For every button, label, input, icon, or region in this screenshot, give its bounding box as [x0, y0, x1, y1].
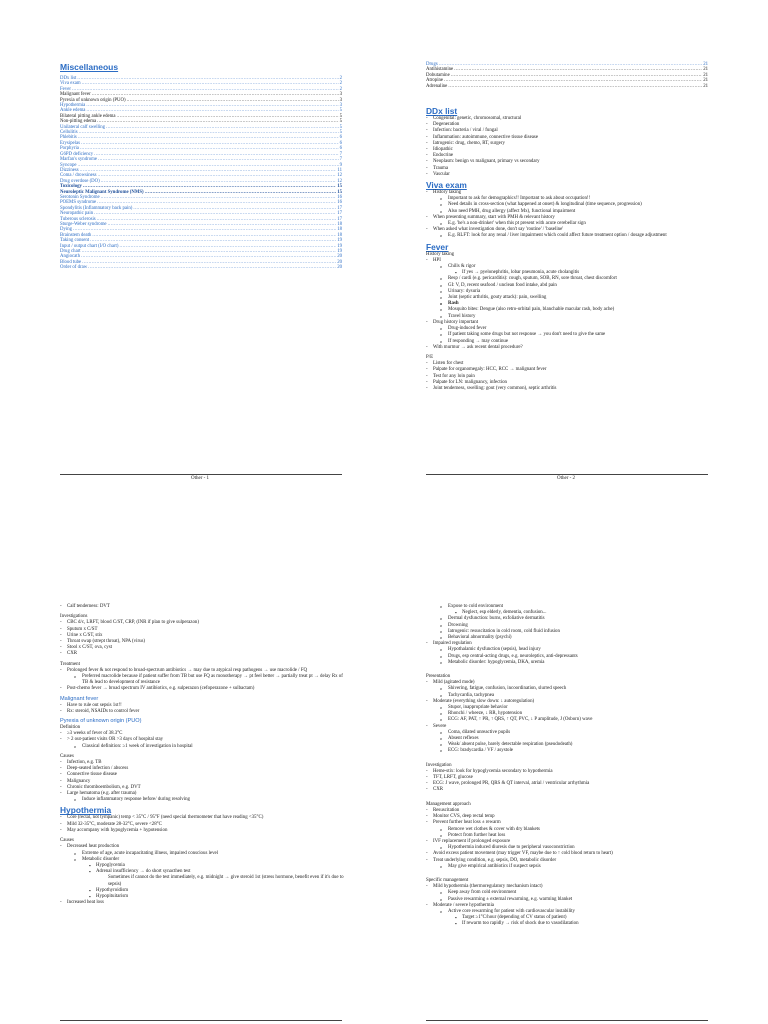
toc-entry-label: Pyrexia of unknown origin (PUO) [60, 97, 126, 103]
list-item: - When presenting summary, start with PMH & relevant history [426, 215, 716, 221]
list-item: - Resuscitation [426, 808, 716, 814]
list-item: - Mild (agitated mode) [426, 680, 716, 686]
toc-entry-label: Unilateral calf swelling [60, 124, 106, 130]
toc-entry-page-number: 19 [337, 238, 342, 244]
toc-entry-label: Neuropathic pain [60, 211, 94, 217]
list-item: - Idiopathic [426, 147, 716, 153]
table-of-contents-continued [426, 62, 708, 89]
list-item: o Resp / cardi (e.g. pericarditis): cough, sputum, SOB, RN, sore throat, chest discomfort [426, 276, 716, 282]
list-item: - History taking [426, 190, 716, 196]
toc-entry-label: Dobutamine [426, 72, 450, 78]
toc-entry-label: Porphyria [60, 146, 79, 152]
viva-list [426, 190, 716, 240]
toc-entry-page-number: 11 [337, 167, 342, 173]
toc-entry-page-number: 17 [337, 205, 342, 211]
list-item: o Mosquito bites: Dengue (also retro-orbital pain, blanchable macular rash, body ache) [426, 307, 716, 313]
list-item: - Test for any loin pain [426, 374, 716, 380]
subheading: Investigations [60, 614, 88, 620]
footer-divider [60, 474, 342, 475]
toc-entry-page-number: 5 [339, 130, 342, 136]
list-item: - Iatrogenic: drug, chemo, RT, surgery [426, 141, 716, 147]
list-item: - With murmur → ask recent dental procedure? [426, 345, 716, 351]
list-item: - Severe [426, 724, 716, 730]
list-item: - Prolonged fever & not respond to broad-spectrum antibiotics → may due to atypical resp pathogens → use macrolide / FQ [60, 668, 350, 674]
list-item: o Iatrogenic: resuscitation in cold room, cold fluid infusion [426, 629, 716, 635]
list-item: - Drug history important [426, 320, 716, 326]
toc-entry-page-number: 17 [337, 216, 342, 222]
document-page-1 [0, 0, 384, 512]
list-item: - Mild 32-35°C, moderate 28-32°C, severe <28°C [60, 822, 350, 828]
list-item: o If patient taking some drugs but not response → you don't need to give the same [426, 332, 716, 338]
list-item: o Induce inflammatory response before/ during resolving [60, 797, 350, 803]
list-item: ▪ If yes → pyelonephritis, lobar pneumonia, acute cholangitis [426, 270, 716, 276]
investigations-list [60, 620, 350, 657]
subheading: Causes [60, 838, 74, 844]
list-item: o Active core rewarming for patient with cardiovascular instability [426, 909, 716, 915]
toc-entry-page-number: 19 [337, 243, 342, 249]
toc-entry-label: Tuberous sclerosis [60, 216, 96, 222]
toc-entry-label: Neuroleptic Malignant Syndrome (NMS) [60, 189, 144, 195]
page-3-content [60, 604, 350, 906]
toc-entry-label: Brainstem death [60, 232, 92, 238]
toc-entry-page-number: 6 [339, 146, 342, 152]
list-item: - Joint tenderness, swelling: gout (very common), septic arthritis [426, 386, 716, 392]
list-item: - Core (rectal, not tympanic) temp < 35°C / 95°F (need special thermometer that have reading <35°C) [60, 815, 350, 821]
list-item: o Rhonchi / wheeze, ↓ RR, hypotension [426, 711, 716, 717]
list-item: o Tachycardia, tachypnea [426, 693, 716, 699]
list-item: - Trauma [426, 166, 716, 172]
toc-entry-label: Erysipelas [60, 140, 80, 146]
toc-entry-page-number: 21 [703, 72, 708, 78]
subheading: Management approach [426, 801, 471, 807]
list-item: o Need details in cross-section (what happened at onset) & longitudinal (time sequence, progression) [426, 202, 716, 208]
toc-entry-label: Malignant fever [60, 92, 91, 98]
subheading: Investigation [426, 762, 452, 768]
list-item: - Moderate / severe hypothermia [426, 903, 716, 909]
toc-entry-page-number: 5 [339, 113, 342, 119]
list-item: o E.g. 'he's a non-drinker' when this pt present with acute cerebellar sign [426, 221, 716, 227]
list-item: - > 2 out-patient visits OR >3 days of hospital stay [60, 737, 350, 743]
list-item: - TFT, LRFT, glucose [426, 775, 716, 781]
list-item: ▪ Adrenal insufficiency → do short synacthen test [60, 869, 350, 875]
list-item: - CXR [60, 651, 350, 657]
toc-entry-page-number: 16 [337, 200, 342, 206]
list-item: o Also need PMH, drug allergy (affect Mx), functional impairment [426, 209, 716, 215]
toc-entry-page-number: 20 [337, 265, 342, 271]
list-item: o Joint (septic arthritis, gouty attack): pain, swelling [426, 295, 716, 301]
list-item: - Monitor CVS, deep rectal temp [426, 814, 716, 820]
toc-entry-label: Drugs [426, 62, 438, 67]
list-item: - Avoid excess patient movement (may trigger VF, maybe due to ↑ cold blood return to heart) [426, 851, 716, 857]
list-item: - May accompany with hypoglycemia + hypotension [60, 828, 350, 834]
list-item: o ECG: bradycardia / VF / asystole [426, 748, 716, 754]
list-item: o Travel history [426, 314, 716, 320]
toc-entry-label: G6PD deficiency [60, 151, 94, 157]
toc-entry-label: Adrenaline [426, 83, 448, 89]
document-page-3 [0, 512, 384, 1024]
list-item: - Have to rule out sepsis 1st!! [60, 703, 350, 709]
toc-entry-label: Input / output chart (I/O chart) [60, 243, 119, 249]
toc-entry-label: Serotonin Syndrome [60, 194, 100, 200]
document-page-2 [384, 0, 768, 512]
document-page-4 [384, 512, 768, 1024]
toc-entry-page-number: 18 [337, 232, 342, 238]
list-item: - Stool x C/ST, ova, cyst [60, 645, 350, 651]
list-item: o Stupor, inappropriate behavior [426, 705, 716, 711]
toc-entry-label: Marfan's syndrome [60, 157, 97, 163]
list-item: ▪ Hypoglycemia [60, 863, 350, 869]
table-of-contents [60, 76, 342, 271]
investigation-list [426, 769, 716, 794]
list-item: - Moderate (everything slow down: ↓ autoregulation) [426, 699, 716, 705]
toc-entry-page-number: 15 [337, 184, 342, 190]
toc-entry-label: Coma / drowsiness [60, 173, 97, 179]
toc-entry[interactable] [426, 84, 708, 89]
list-item: o Coma, dilated unreactive pupils [426, 730, 716, 736]
list-item: o Passive rewarming ± external rewarming, e.g. warming blanket [426, 897, 716, 903]
list-item: - CBC d/c, LRFT, blood C/ST, CRP, (INR if plan to give sulperazon) [60, 620, 350, 626]
list-item: o Metabolic disorder: hypoglycemia, DKA, uremia [426, 660, 716, 666]
list-item: - Throat swap (strept throat), NPA (virus) [60, 639, 350, 645]
toc-entry-page-number: 15 [337, 189, 342, 195]
toc-entry-label: Phlebitis [60, 135, 77, 141]
section-heading-puo: Pyrexia of unknown origin (PUO) [60, 718, 142, 725]
list-item: o Important to ask for demographics!! Important to ask about occupation!! [426, 196, 716, 202]
section-heading-hypothermia: Hypothermia [60, 805, 112, 816]
toc-entry-page-number: 3 [339, 97, 342, 103]
toc-entry-page-number: 19 [337, 249, 342, 254]
list-item: ▪ Hypopituitarism [60, 894, 350, 900]
toc-entry-page-number: 7 [339, 157, 342, 163]
list-item: o Behavioral abnormality (psychi) [426, 635, 716, 641]
list-item: o Hypothermia induced diuresis due to peripheral vasoconstriction [426, 845, 716, 851]
toc-entry-page-number: 12 [337, 173, 342, 179]
page-footer: Other - 2 [556, 476, 576, 481]
toc-entry-page-number: 20 [337, 254, 342, 260]
list-item: ▪ Target ≥1°C/hour (depending of CV status of patient) [426, 915, 716, 921]
list-item: o Extreme of age, acute incapacitating illness, impaired conscious level [60, 851, 350, 857]
section-heading-ddx: DDx list [426, 106, 458, 116]
ddx-list [426, 116, 716, 178]
list-item: - Increased heat loss [60, 900, 350, 906]
list-item: o Drugs, esp central-acting drugs, e.g. neuroleptics, anti-depressants [426, 654, 716, 660]
list-item: o Preferred macrolide because if patient suffer from TB but use FQ as monotherapy → pt feel better → partially treat pt → delay Rx of TB & lead to development of resistance [60, 674, 350, 686]
list-item: o Protect from further heat loss [426, 833, 716, 839]
toc-entry-page-number: 20 [337, 259, 342, 265]
toc-entry-label: Taking consent [60, 238, 90, 244]
footer-divider [60, 1020, 342, 1021]
toc-entry-page-number: 17 [337, 211, 342, 217]
list-item: - Heme-stix: look for hypoglycemia secondary to hypothermia [426, 769, 716, 775]
list-item: - When asked what investigation done, don't say 'routine' / 'baseline' [426, 227, 716, 233]
page-footer: Other - 1 [190, 476, 210, 481]
toc-entry-label: Bilateral pitting ankle edema [60, 113, 116, 119]
list-item: o ECG: AF, PAT, ↑ PR, ↑ QRS, ↑ QT, PVC, ↓ P amplitude, J (Osborn) wave [426, 717, 716, 723]
list-item: o GI: V, D, recent seafood / unclean food intake, abd pain [426, 283, 716, 289]
list-item: - Urine x C/ST, stix [60, 633, 350, 639]
list-item: - Large hematoma (e.g. after trauma) [60, 791, 350, 797]
list-item: - Impaired regulation [426, 641, 716, 647]
list-item: - Endocrine [426, 153, 716, 159]
list-item: o Remove wet clothes & cover with dry blankets [426, 827, 716, 833]
list-item: ▪ Hypothyroidism [60, 888, 350, 894]
list-item: - Vascular [426, 172, 716, 178]
toc-entry-page-number: 21 [703, 83, 708, 89]
toc-entry-page-number: 2 [339, 86, 342, 92]
toc-entry-label: Atropine [426, 78, 444, 84]
list-item: - Palpate for organomegaly: HCC, RCC → malignant fever [426, 367, 716, 373]
footer-divider [426, 474, 708, 475]
toc-entry-page-number: 12 [337, 178, 342, 184]
list-item: - Mild hypothermia (thermoregulatory mechanism intact) [426, 884, 716, 890]
list-item: o Rash [426, 301, 716, 307]
list-item: - Malignancy [60, 779, 350, 785]
toc-entry-page-number: 3 [339, 92, 342, 98]
list-item: - Post-chemo fever → broad spectrum IV antibiotics, e.g. sulperazon (cefoperazone + sulbactam) [60, 686, 350, 692]
toc-entry-page-number: 9 [339, 162, 342, 168]
list-item: o May give empirical antibiotics if suspect sepsis [426, 864, 716, 870]
toc-entry-page-number: 21 [703, 62, 708, 67]
toc-entry[interactable] [60, 265, 342, 270]
subheading: Presentation [426, 674, 451, 680]
subheading: History taking [426, 251, 455, 257]
toc-entry-page-number: 6 [339, 140, 342, 146]
list-item: - ≥3 weeks of fever of 38.3°C [60, 731, 350, 737]
toc-entry-label: Drug chart [60, 249, 81, 254]
fever-history-list [426, 258, 716, 351]
toc-entry-page-number: 21 [703, 67, 708, 73]
toc-entry-page-number: 18 [337, 227, 342, 233]
list-item: o Drug-induced fever [426, 326, 716, 332]
toc-entry-page-number: 3 [339, 103, 342, 109]
causes-list [60, 760, 350, 797]
toc-leader-dots [448, 84, 702, 89]
footer-divider [426, 1020, 708, 1021]
list-item: - Sputum x C/ST [60, 627, 350, 633]
list-item: - Chronic thromboembolism, e.g. DVT [60, 785, 350, 791]
toc-entry-label: Dizziness [60, 167, 79, 173]
list-item: - IVF replacement if prolonged exposure [426, 839, 716, 845]
toc-entry-label: Antihistamine [426, 67, 454, 73]
list-item: - Degeneration [426, 122, 716, 128]
subheading: Definition [60, 725, 81, 731]
toc-entry-page-number: 2 [339, 81, 342, 87]
toc-entry-label: Spondylitis (Inflammatory back pain) [60, 205, 133, 211]
list-item: - Infection: bacteria / viral / fungal [426, 128, 716, 134]
list-item: o Weak/ absent pulse, barely detectable respiration (pseudodeath) [426, 742, 716, 748]
toc-entry-page-number: 18 [337, 221, 342, 227]
toc-entry-label: Cellulitis [60, 130, 78, 136]
toc-entry-label: Dying [60, 227, 72, 233]
list-item: ▪ If rewarm too rapidly → risk of shock due to vasodilatation [426, 921, 716, 927]
list-item: - Treat underlying condition, e.g. sepsis, DO, metabolic disorder [426, 858, 716, 864]
toc-entry-page-number: 5 [339, 108, 342, 114]
toc-entry-page-number: 2 [339, 76, 342, 81]
list-item: - HPI [426, 258, 716, 264]
toc-entry-page-number: 6 [339, 135, 342, 141]
section-heading-fever: Fever [426, 241, 449, 252]
list-item: o Hypothalamic dysfunction (sepsis), head injury [426, 647, 716, 653]
toc-entry-label: Fever [60, 86, 71, 92]
toc-entry-page-number: 5 [339, 124, 342, 130]
subheading: Specific management [426, 877, 469, 883]
toc-entry-label: Angiocath [60, 254, 80, 260]
list-item: o Drowning [426, 623, 716, 629]
page-2-content [426, 104, 716, 392]
toc-entry-label: Toxicology [60, 184, 82, 190]
toc-title: Miscellaneous [60, 62, 119, 72]
section-heading-viva: Viva exam [426, 180, 467, 191]
toc-entry-label: Order of draw [60, 265, 88, 271]
toc-entry-page-number: 5 [339, 119, 342, 125]
toc-entry-label: Blood tube [60, 259, 82, 265]
subheading: P/E [426, 354, 434, 360]
list-item: o Expose to cold environment [426, 604, 716, 610]
section-heading-malignant-fever: Malignant fever [60, 695, 99, 702]
list-item: - Connective tissue disease [60, 772, 350, 778]
list-item: - Infection, e.g. TB [60, 760, 350, 766]
list-item: - Listen for chest [426, 361, 716, 367]
list-item: o Urinary: dysuria [426, 289, 716, 295]
list-item: o E.g. RLFT: look for any renal / liver impairment which could affect future treatment option / dosage adjustment [426, 233, 716, 239]
toc-entry-label: Non-pitting edema [60, 119, 97, 125]
toc-entry-label: Sturge-Weber syndrome [60, 221, 107, 227]
subheading: Causes [60, 753, 74, 759]
list-item: o Shivering, fatigue, confusion, incoordination, slurred speech [426, 686, 716, 692]
list-item: - Prevent further heat loss ± rewarm [426, 820, 716, 826]
list-item: - Inflammation: autoimmune, connective tissue disease [426, 135, 716, 141]
pe-list [426, 361, 716, 392]
list-item: o If responding → may continue [426, 339, 716, 345]
list-item: - Calf tenderness: DVT [60, 604, 350, 610]
list-item: ▪ Neglect, esp elderly, dementia, confusion... [426, 610, 716, 616]
toc-entry-label: DDx list [60, 76, 77, 81]
toc-entry-page-number: 16 [337, 194, 342, 200]
list-item: - Deep-seated infection / abscess [60, 766, 350, 772]
list-item: - CXR [426, 787, 716, 793]
list-item: - Congenital: genetic, chromosomal, structural [426, 116, 716, 122]
list-item: o Classical definition: ≥1 week of investigation in hospital [60, 744, 350, 750]
list-item: o Metabolic disorder [60, 857, 350, 863]
list-item: - ECG: J wave, prolonged PR, QRS & QT interval, atrial / ventricular arrhythmia [426, 781, 716, 787]
toc-entry-label: Ankle edema [60, 108, 86, 114]
list-item: o Keep away from cold environment [426, 890, 716, 896]
list-item: - Palpate for LN: malignancy, infection [426, 380, 716, 386]
list-item: - Neoplasm: benign vs malignant, primary vs secondary [426, 159, 716, 165]
toc-entry-page-number: 21 [703, 78, 708, 84]
toc-entry-label: Hypothermia [60, 103, 86, 109]
treatment-list [60, 668, 350, 693]
list-item: o Absent reflexes [426, 736, 716, 742]
toc-entry-page-number: 7 [339, 151, 342, 157]
subheading: Treatment [60, 661, 80, 667]
list-item: Sometimes if cannot do the test immediately, e.g. midnight → give steroid 1st (stress hormone, benefit even if it's due to sepsis) [108, 875, 344, 887]
toc-entry-label: Drug overdose (DO) [60, 178, 100, 184]
list-item: - Rx: steroid, NSAIDs to control fever [60, 709, 350, 715]
toc-entry-label: POEMS syndrome [60, 200, 97, 206]
list-item: o Dermal dysfunction: burns, exfoliative dermatitis [426, 616, 716, 622]
page-4-content [426, 604, 716, 928]
list-item: - Decreased heat production [60, 844, 350, 850]
list-item: o Chills & rigor [426, 264, 716, 270]
toc-entry-label: Syncope [60, 162, 77, 168]
toc-leader-dots [88, 265, 336, 270]
toc-entry-label: Viva exam [60, 81, 81, 87]
